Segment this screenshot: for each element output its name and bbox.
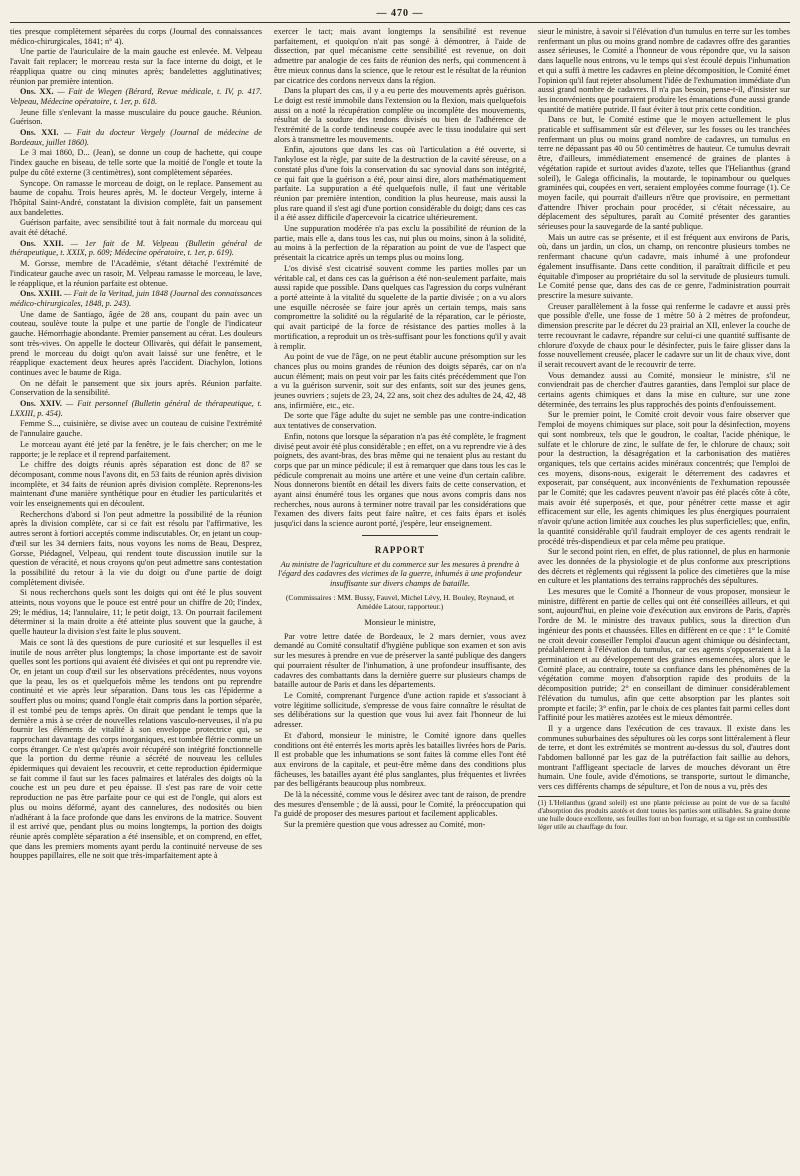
- paragraph: Au point de vue de l'âge, on ne peut établir aucune présomption sur les chances plus ou moins grandes de réunion des doigts séparés, car on n'a aucun élément; mais on peut voir par les faits cités précédemment que l'on a vu la guérison survenir, soit sur des enfants, soit sur des jeunes gens, jeunes ouvriers ; sujets de 23, 24, 22 ans, soit chez des adultes de 24, 42, 48 ans, infirmière, etc., etc.: [274, 352, 526, 410]
- observation-heading: [10, 128, 262, 147]
- observation-label: Obs. XXI.: [20, 128, 59, 138]
- observation-heading: [10, 87, 262, 106]
- paragraph: Une suppuration modérée n'a pas exclu la possibilité de réunion de la partie, mais elle a, dans tous les cas, nui plus ou moins, sinon à la solidité, au moins à la perfection de la réparation au point de vue de l'aspect que présentait la cicatrice après un temps plus ou moins long.: [274, 224, 526, 263]
- paragraph: M. Gorsse, membre de l'Académie, s'étant détaché l'extrémité de l'indicateur gauche avec un rasoir, M. Velpeau ramasse le morceau, le lave, le réapplique, et la réunion parfaite est obtenue.: [10, 259, 262, 288]
- column-middle: [274, 27, 526, 1171]
- paragraph: Femme S..., cuisinière, se divise avec un couteau de cuisine l'extrémité de l'annulaire gauche.: [10, 419, 262, 439]
- paragraph: L'os divisé s'est cicatrisé souvent comme les parties molles par un véritable cal, et dans ces cas la guérison a été non-seulement parfaite, mais aussi rapide que possible. Dans quelques cas l'agression du corps vulnérant a porté atteinte à la vitalité du squelette de la partie divisée ; on a vu alors une esquille nécrosée se faire jour après un certain temps, mais sans compromettre la solidité ou la régularité de la réparation, car le périoste, qui avait participé de la force de résistance des parties molles à la mortification, a reproduit un os très-suffisant pour les fonctions qu'il y avait à remplir.: [274, 263, 526, 351]
- column-right: [538, 27, 790, 1171]
- paragraph: Recherchons d'abord si l'on peut admettre la possibilité de la réunion après la division complète, car si ce fait est résolu par l'affirmative, les autres seront à fortiori acceptés comme indiscutables. Or, en jetant un coup-d'œil sur les 34 derniers faits, nous voyons les noms de Beau, Desprez, Gorsse, Piédagnel, Velpeau, qui rendent toute discussion inutile sur la question de véracité, et nous croyons qu'on peut admettre sans contestation la possibilité du retour à la vie du doigt ou d'une partie de doigt complètement divisée.: [10, 509, 262, 587]
- paragraph: Guérison parfaite, avec sensibilité tout à fait normale du morceau qui avait été détaché.: [10, 218, 262, 238]
- text-columns: [10, 27, 790, 1171]
- paragraph: Sur la première question que vous adressez au Comité, mon-: [284, 820, 486, 830]
- observation-source: — Fait de la Veritad, juin 1848 (Journal des connaissances médico-chirurgicales, 1848, p. 243).: [10, 289, 262, 308]
- paragraph: Il y a urgence dans l'exécution de ces travaux. Il existe dans les communes suburbaines des sépultures où les corps sont littéralement à fleur de terre, et dont les extrémités se montrent au-dessus du sol, d'autres dont l'abdomen ballonné par les gaz de la putréfaction fait saillie au dehors, montrant l'affligeant spectacle de larves de mouches dévorant un être humain. Une foule, avide d'émotions, se transporte, surtout le dimanche, vers ces différents champs de sépulture, et l'on de nous a vu, près des: [538, 723, 790, 792]
- column-left: [10, 27, 262, 1171]
- observation-source: — Fait de Wiegen (Bérard, Revue médicale, t. IV, p. 417. Velpeau, Médecine opératoire, t. 1er, p. 618.: [10, 87, 262, 106]
- paragraph: Enfin, ajoutons que dans les cas où l'articulation a été ouverte, si l'ankylose est la règle, par suite de la destruction de la cavité séreuse, on a constaté plus d'une fois la conservation du sac synovial dans son intégrité, ce qui fait que la guérison a été, pour ainsi dire, alors mathématiquement parfaite. La suppuration a été quelquefois nulle, il faut une véritable réunion par première intention, condition la plus heureuse, mais aussi la plus rare quand il s'est agi d'une portion considérable du doigt; dans ces cas il a été assez difficile d'apercevoir la cicatrice ultérieurement.: [274, 145, 526, 223]
- observation-label: Obs. XX.: [20, 87, 54, 97]
- header-rule: [10, 22, 790, 23]
- observation-label: Obs. XXIV.: [20, 399, 62, 409]
- paragraph: Le morceau ayant été jeté par la fenêtre, je le fais chercher; on me le rapporte; je le replace et il reprend parfaitement.: [10, 439, 262, 459]
- observation-source: — Fait personnel (Bulletin général de thérapeutique, t. LXXIII, p. 454).: [10, 399, 262, 418]
- footnote: (1) L'Helianthus (grand soleil) est une plante précieuse au point de vue de sa faculté d'absorption des produits azotés et dont toutes les parties sont utilisables. Sa graine donne une huile douce excellente, ses feuilles font un bon fourrage, et sa tige est un combustible léger utile au chauffage du four.: [538, 796, 790, 831]
- paragraph: Si nous recherchons quels sont les doigts qui ont été le plus souvent atteints, nous voyons que le pouce est entré pour un chiffre de 20; l'index, 29; le médius, 14; l'annulaire, 11; le petit doigt, 13. On pourrait facilement déterminer si la main droite a été atteinte plus souvent que la gauche, à quelle hauteur la division s'est faite le plus souvent.: [10, 588, 262, 637]
- report-salutation: Monsieur le ministre,: [364, 618, 436, 628]
- paragraph: Mais ce sont là des questions de pure curiosité et sur lesquelles il est inutile de nous arrêter plus longtemps; la chose importante est de savoir quelles sont les portions qui avaient été divisées et qui ont pu reprendre vie. Or, en jetant un coup d'œil sur les observations précédentes, nous voyons que la peau, les os et quelquefois même les tendons ont pu reprendre continuité et vie après leur séparation. Dans tous les cas l'épiderme a souffert plus ou moins; quand l'ongle était compris dans la portion séparée, il est tombé peu de temps après. On dirait que pendant le temps que la dernière a mis à se créer de nouvelles relations vasculo-nerveuses, il n'a pu fournir les éléments de vitalité à son enveloppe protectrice qui, se rapprochant davantage des corps inorganiques, est tombée flétrie comme un corps étranger. Ce n'est qu'après avoir récupéré son intégrité fonctionnelle que la portion du derme réunie a sécrété de nouveau les cellules épidermiques qui devaient les recouvrir, et cette reproduction épidermique se fait comme il faut sur les faces palmaires et latérales des doigts où la couche est un peu dure et peu épaisse. Il s'est pas rare de voir cette reproduction ne pas être parfaite pour ce qui est de l'ongle, qui alors est plus ou moins déformé, ayant des cannelures, des nodosités ou bien n'adhérant à la face profonde que dans les environs de la matrice. Souvent il est arrivé que, pendant plus ou moins longtemps, la portion des doigts réunie après complète séparation a été insensible, et on comprend, en effet, que dans les premiers moments ayant perdu la continuité nerveuse de ses houppes papillaires, elle ne soit que très-imparfaitement apte à: [10, 637, 262, 861]
- paragraph: ties presque complètement séparées du corps (Journal des connaissances médico-chirurgicales, 1841; n° 4).: [10, 27, 262, 46]
- paragraph: Sur le premier point, le Comité croit devoir vous faire observer que l'emploi de moyens chimiques sur place, soit pour la désinfection, moyens qui sont nombreux, tels que le goudron, le coaltar, l'acide phénique, le sulfate et le chlorure de zinc, le sulfate de fer, le chlorure de chaux; soit pour la destruction, la désagrégation et la carbonisation des matières organiques, tels que certains acides minéraux concentrés; que l'emploi de ces moyens, disons-nous, exigerait le déterrement des cadavres et exposerait, par conséquent, aux inconvénients de l'exhumation repoussée par le Comité; que les cadavres peuvent n'avoir pas été placés côte à côte, mais avoir été superposés, et que, pour pénétrer cette masse et agir efficacement sur elle, les agents chimiques les plus énergiques pourraient n'avoir qu'une action limitée aux couches les plus superficielles; que, enfin, la quantité considérable qu'il faudrait employer de ces agents rendrait le procédé très-dispendieux et par cela même peu pratique.: [538, 410, 790, 546]
- paragraph: Enfin, notons que lorsque la séparation n'a pas été complète, le fragment divisé peut avoir été plus considérable ; en effet, on a vu reprendre vie à des poignets, des avant-bras, des bras même qui ne tenaient plus au restant du corps que par un mince pédicule; il est à remarquer que dans tous les cas le pédicule comprenait au moins une artère et une veine d'un certain calibre. Nous donnerons bientôt en détail les divers faits de cette conservation, et ayant ainsi énuméré tous les organes que nous avons compris dans nos recherches, nous aurons à terminer notre travail par les considérations que l'examen des divers faits peut faire naître, et ces faits épars et isolés jusqu'ici dans la science auront porté, j'espère, leur enseignement.: [274, 431, 526, 529]
- report-commission: (Commissaires : MM. Bussy, Fauvel, Michel Lévy, H. Bouley, Reynaud, et Amédée Latour, rapporteur.): [285, 592, 515, 612]
- paragraph: Le Comité, comprenant l'urgence d'une action rapide et s'associant à votre légitime sollicitude, s'empresse de vous faire connaître le résultat de ses délibérations sur la question que vous lui avez fait l'honneur de lui adresser.: [274, 691, 526, 730]
- paragraph: Jeune fille s'enlevant la masse musculaire du pouce gauche. Réunion. Guérison.: [10, 107, 262, 127]
- paragraph: Le chiffre des doigts réunis après séparation est donc de 87 se décomposant, comme nous l'avons dit, en 53 faits de réunion après division incomplète, et 34 faits de réunion après division complète. Reprenons-les maintenant d'une manière synthétique pour en étudier les particularités et voir les enseignements qui en découlent.: [10, 460, 262, 509]
- paragraph: exercer le tact; mais avant longtemps la sensibilité est revenue parfaitement, et quoiqu'on n'ait pas songé à démontrer, à l'aide de dissection, par quel mécanisme cette sensibilité est revenue, on doit admettre par analogie de ces faits de réunion des nerfs, qui commencent à être mieux connus dans la science, que le retour est le résultat de la réunion par cicatrice des cordons nerveux dans la région.: [274, 27, 526, 85]
- paragraph: Vous demandez aussi au Comité, monsieur le ministre, s'il ne conviendrait pas de chercher d'autres garanties, dans l'emploi sur place de certains agents chimiques et dans la mise en culture, sur une zone déterminée, des terrains les plus rapprochés des points d'enfouissement.: [538, 370, 790, 409]
- paragraph: Une partie de l'auriculaire de la main gauche est enlevée. M. Velpeau l'avait fait replacer; le morceau resta sur la face interne du doigt, et le réappliqua quatre ou cinq minutes après; bandelettes agglutinatives; réunion par première intention.: [10, 47, 262, 86]
- paragraph: On ne défait le pansement que six jours après. Réunion parfaite. Conservation de la sensibilité.: [10, 378, 262, 398]
- paragraph: Une dame de Santiago, âgée de 28 ans, coupant du pain avec un couteau, soulève toute la pulpe et une partie de l'ongle de l'indicateur gauche. Hémorrhagie abondante. Premier pansement au cérat. Les douleurs sont très-vives. On appelle le docteur Ollivarès, qui défait le pansement, prend le morceau du doigt qu'on avait laissé sur une fenêtre, et le réapplique exactement deux heures après l'accident. Diachylon, lotions continues avec le baume de Riga.: [10, 309, 262, 377]
- paragraph: Creuser parallèlement à la fosse qui renferme le cadavre et aussi près que possible d'elle, une fosse de 1 mètre 50 à 2 mètres de profondeur, dimension prescrite par le décret du 23 prairial an XII, enlever la couche de terre recouvrant le cadavre, répandre sur celui-ci une quantité suffisante de chlorure d'oxyde de chaux pour le désinfecter, puis le faire glisser dans la fosse nouvellement creusée, placer le cadavre sur un lit de chaux vive, dont il serait recouvert avant de le recouvrir de terre.: [538, 301, 790, 369]
- observation-label: Obs. XXII.: [20, 238, 64, 248]
- observation-heading: [10, 289, 262, 308]
- report-subtitle: Au ministre de l'agriculture et du commerce sur les mesures à prendre à l'égard des cadavres des victimes de la guerre, inhumés à une profondeur insuffisante sur divers champs de bataille.: [278, 559, 522, 588]
- page-header: [10, 6, 790, 20]
- observation-heading: [10, 399, 262, 418]
- paragraph: Dans ce but, le Comité estime que le moyen actuellement le plus praticable et suffisamment sûr est d'élever, sur les fosses ou les tranchées renfermant un plus ou moins grand nombre de cadavres, un tumulus en terre ne dépassant pas 40 ou 50 centimètres de hauteur. Ce tumulus devrait être, d'ailleurs, immédiatement ensemencé de graines de plantes à végétation rapide et surtout avides d'azote, telles que l'Helianthus (grand soleil), le Galega officinalis, la moutarde, le topinambour ou quelques graminées qui, coupées en vert, seraient employées comme fourrage (1). Ce moyen facile, qui pourrait d'ailleurs n'être que provisoire, en permettant d'attendre l'hiver prochain pour procéder, si c'était nécessaire, au déplacement des sépultures, paraît au Comité présenter des garanties sérieuses pour la sauvegarde de la santé publique.: [538, 115, 790, 232]
- section-divider: [362, 535, 438, 536]
- observation-source: — Fait du docteur Vergely (Journal de médecine de Bordeaux, juillet 1860).: [10, 128, 262, 147]
- paragraph: Dans la plupart des cas, il y a eu perte des mouvements après guérison. Le doigt est resté immobile dans l'extension ou la flexion, mais quelquefois aussi on a noté la récupération complète ou incomplète des mouvements, résultat de la soudure des tendons divisés ou bien de l'adhérence de l'extrémité de la corde tendineuse coupée avec le tissu inodulaire qui sert alors à transmettre les mouvements.: [274, 86, 526, 144]
- page-number: — 470 —: [376, 7, 424, 19]
- observation-label: Obs. XXIII.: [20, 289, 62, 299]
- paragraph: De sorte que l'âge adulte du sujet ne semble pas une contre-indication aux tentatives de conservation.: [274, 411, 526, 431]
- paragraph: Sur le second point rien, en effet, de plus rationnel, de plus en harmonie avec les données de la physiologie et de plus conforme aux prescriptions des décrets et règlements qui régissent la police des cimetières que la mise en culture et les plantations des terrains rapprochés des sépultures.: [538, 547, 790, 586]
- paragraph: Par votre lettre datée de Bordeaux, le 2 mars dernier, vous avez demandé au Comité consultatif d'hygiène publique son examen et son avis sur les mesures à prendre en vue de préserver la santé publique des dangers qui pourraient résulter de l'inhumation, à une profondeur insuffisante, des cadavres des combattants dans la dernière guerre sur plusieurs champs de bataille autour de Paris et dans les départements.: [274, 631, 526, 690]
- paragraph: Le 3 mai 1860, D... (Jean), se donne un coup de hachette, qui coupe l'index gauche en biseau, de telle sorte que la moitié de l'ongle et toute la pulpe du côté externe (3 centimètres), sont complètement séparées.: [10, 148, 262, 177]
- paragraph: Les mesures que le Comité a l'honneur de vous proposer, monsieur le ministre, diffèrent en partie de celles qui ont été conseillées ailleurs, et qui sont, aujourd'hui, en pleine voie d'exécution aux environs de Paris, d'après l'ordre de M. le ministre des travaux publics, sous la direction d'un ingénieur des ponts et chaussées. Elles en diffèrent en ce que : 1° le Comité ne croit devoir conseiller l'emploi d'aucun agent chimique ou désinfectant, préalablement à l'élévation du tumulus, car ces agents s'opposeraient à la germination et au développement des graines ensemencées, alors que le Comité place, au contraire, toute sa confiance dans les phénomènes de la végétation comme moyen d'absorption rapide des produits de la décomposition putride; 2° en conseillant de diminuer considérablement l'élévation du tumulus, afin que cette absorption par les plantes soit prompte et facile; 3° enfin, par le choix de ces plantes fait parmi celles dont l'affinité pour les matières azotées est le mieux démontrée.: [538, 587, 790, 723]
- paragraph: Et d'abord, monsieur le ministre, le Comité ignore dans quelles conditions ont été enterrés les morts après les batailles livrées hors de Paris. Il est probable que les inhumations se sont faites là comme elles l'ont été aux environs de la capitale, et peut-être même dans des conditions plus fâcheuses, les batailles ayant été plus sanglantes, plus fréquentes et livrées par des belligérants beaucoup plus nombreux.: [274, 730, 526, 789]
- paragraph: De là la nécessité, comme vous le désirez avec tant de raison, de prendre des mesures d'ensemble ; de là aussi, pour le Comité, la préoccupation qui l'a guidé de proposer des mesures partout et facilement applicables.: [274, 790, 526, 819]
- report-title: RAPPORT: [374, 544, 426, 555]
- observation-source: — 1er fait de M. Velpeau (Bulletin général de thérapeutique, t. XXIX, p. 609; Médecine opératoire, t. 1er, p. 619).: [10, 238, 262, 258]
- paragraph: sieur le ministre, à savoir si l'élévation d'un tumulus en terre sur les tombes renfermant un plus ou moins grand nombre de cadavres offre des garanties assez sérieuses, le Comité a l'honneur de vous répondre que, vu la saison dans laquelle nous entrons, vu le temps qui s'est écoulé depuis l'inhumation et qui a suffi à mettre les cadavres en pleine décomposition, le Comité émet l'opinion qu'il faut rejeter absolument l'idée de l'exhumation immédiate d'un aussi grand nombre de cadavres. Il n'a pas besoin, pense-t-il, d'insister sur les inconvénients que pourraient produire les émanations d'une aussi grande quantité de matière putride. Il faut éviter à tout prix cette condition.: [538, 27, 790, 114]
- paragraph: Mais un autre cas se présente, et il est fréquent aux environs de Paris, où, dans un jardin, un clos, un champ, on rencontre plusieurs tombes ne renfermant chacune qu'un cadavre, mais inhumé à une profondeur également insuffisante. Dans cette condition, il paraîtrait difficile et peu équitable d'imposer au propriétaire du sol la servitude de plusieurs tumuli. Le Comité pense que, dans des cas de ce genre, l'administration pourrait prescrire la mesure suivante.: [538, 232, 790, 300]
- observation-heading: [10, 239, 262, 258]
- paragraph: Syncope. On ramasse le morceau de doigt, on le replace. Pansement au baume de copahu. Trois heures après, M. le docteur Vergely, interne à l'hôpital Saint-André, constatant la division complète, fait un pansement aux bandelettes.: [10, 178, 262, 217]
